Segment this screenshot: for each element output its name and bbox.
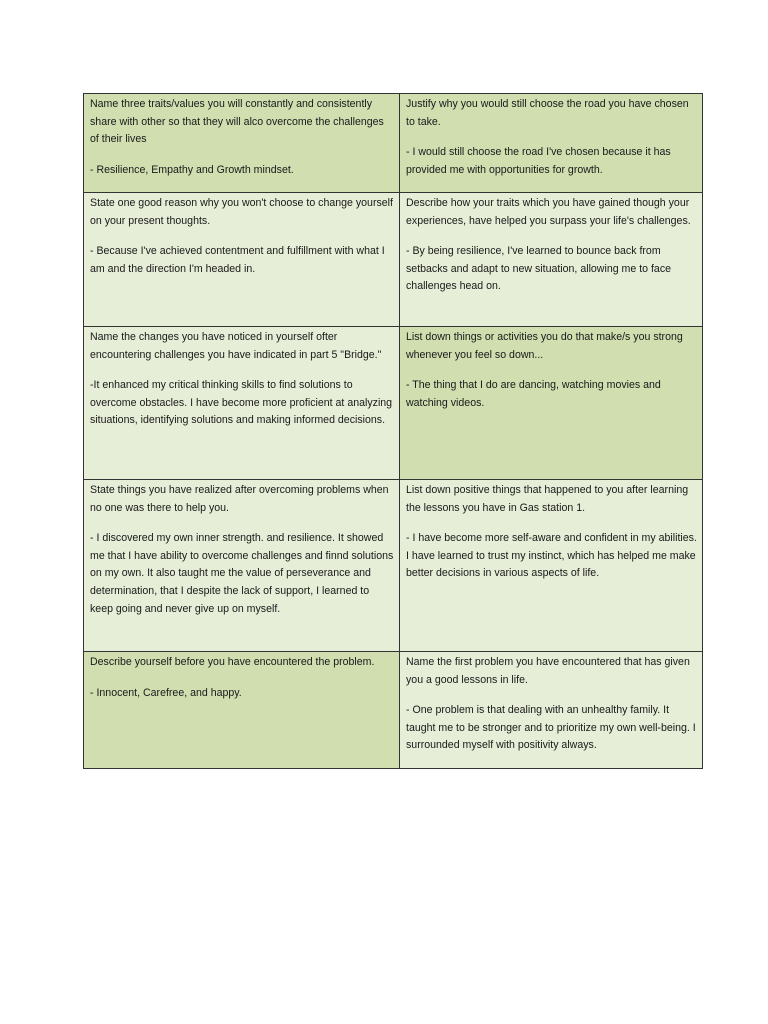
cell-question: Name the changes you have noticed in yourself ofter encountering challenges you have indicated in part 5 "Bridge." [90, 331, 382, 361]
cell-question: State things you have realized after overcoming problems when no one was there to help you. [90, 484, 389, 514]
table-cell-right [400, 327, 703, 480]
table-row [84, 193, 703, 327]
table-cell-right [400, 480, 703, 652]
cell-answer: - One problem is that dealing with an unhealthy family. It taught me to be stronger and to prioritize my own well-being. I surrounded myself with positivity always. [406, 704, 696, 752]
cell-question: Describe yourself before you have encountered the problem. [90, 656, 375, 668]
cell-answer: - Resilience, Empathy and Growth mindset. [90, 163, 294, 176]
table-cell-left [84, 327, 400, 480]
table-cell-right [400, 193, 703, 327]
cell-question: List down positive things that happened to you after learning the lessons you have in Gas station 1. [406, 484, 689, 514]
table-cell-right [400, 94, 703, 193]
cell-question: List down things or activities you do that make/s you strong whenever you feel so down... [406, 331, 683, 361]
cell-question: Justify why you would still choose the road you have chosen to take. [406, 98, 689, 128]
table-row [84, 480, 703, 652]
cell-answer: - I discovered my own inner strength. and resilience. It showed me that I have ability to overcome challenges and finnd solutions on my own. It also taught me the value of perseverance and determination, that I despite the lack of support, I learned to keep going and never give up on myself. [90, 532, 394, 615]
cell-answer: - The thing that I do are dancing, watching movies and watching videos. [406, 379, 661, 409]
table-cell-left [84, 193, 400, 327]
cell-answer: - Because I've achieved contentment and fulfillment with what I am and the direction I'm headed in. [90, 245, 385, 275]
cell-answer: - By being resilience, I've learned to bounce back from setbacks and adapt to new situation, allowing me to face challenges head on. [406, 245, 672, 293]
cell-question: State one good reason why you won't choose to change yourself on your present thoughts. [90, 197, 393, 227]
table-row [84, 327, 703, 480]
cell-answer: - I have become more self-aware and confident in my abilities. I have learned to trust my instinct, which has helped me make better decisions in various aspects of life. [406, 532, 697, 580]
table-cell-left [84, 480, 400, 652]
table-cell-left [84, 652, 400, 769]
table-cell-left [84, 94, 400, 193]
cell-answer: -It enhanced my critical thinking skills to find solutions to overcome obstacles. I have become more proficient at analyzing situations, identifying solutions and making informed decisions. [90, 379, 393, 427]
cell-answer: - Innocent, Carefree, and happy. [90, 686, 242, 699]
reflection-table [83, 93, 703, 769]
cell-question: Name the first problem you have encountered that has given you a good lessons in life. [406, 656, 690, 686]
cell-question: Name three traits/values you will constantly and consistently share with other so that they will alco overcome the challenges of their lives [90, 98, 384, 146]
cell-answer: - I would still choose the road I've chosen because it has provided me with opportunities for growth. [406, 146, 671, 176]
table-cell-right [400, 652, 703, 769]
table-row [84, 652, 703, 769]
cell-question: Describe how your traits which you have gained though your experiences, have helped you surpass your life's challenges. [406, 197, 691, 227]
table-row [84, 94, 703, 193]
